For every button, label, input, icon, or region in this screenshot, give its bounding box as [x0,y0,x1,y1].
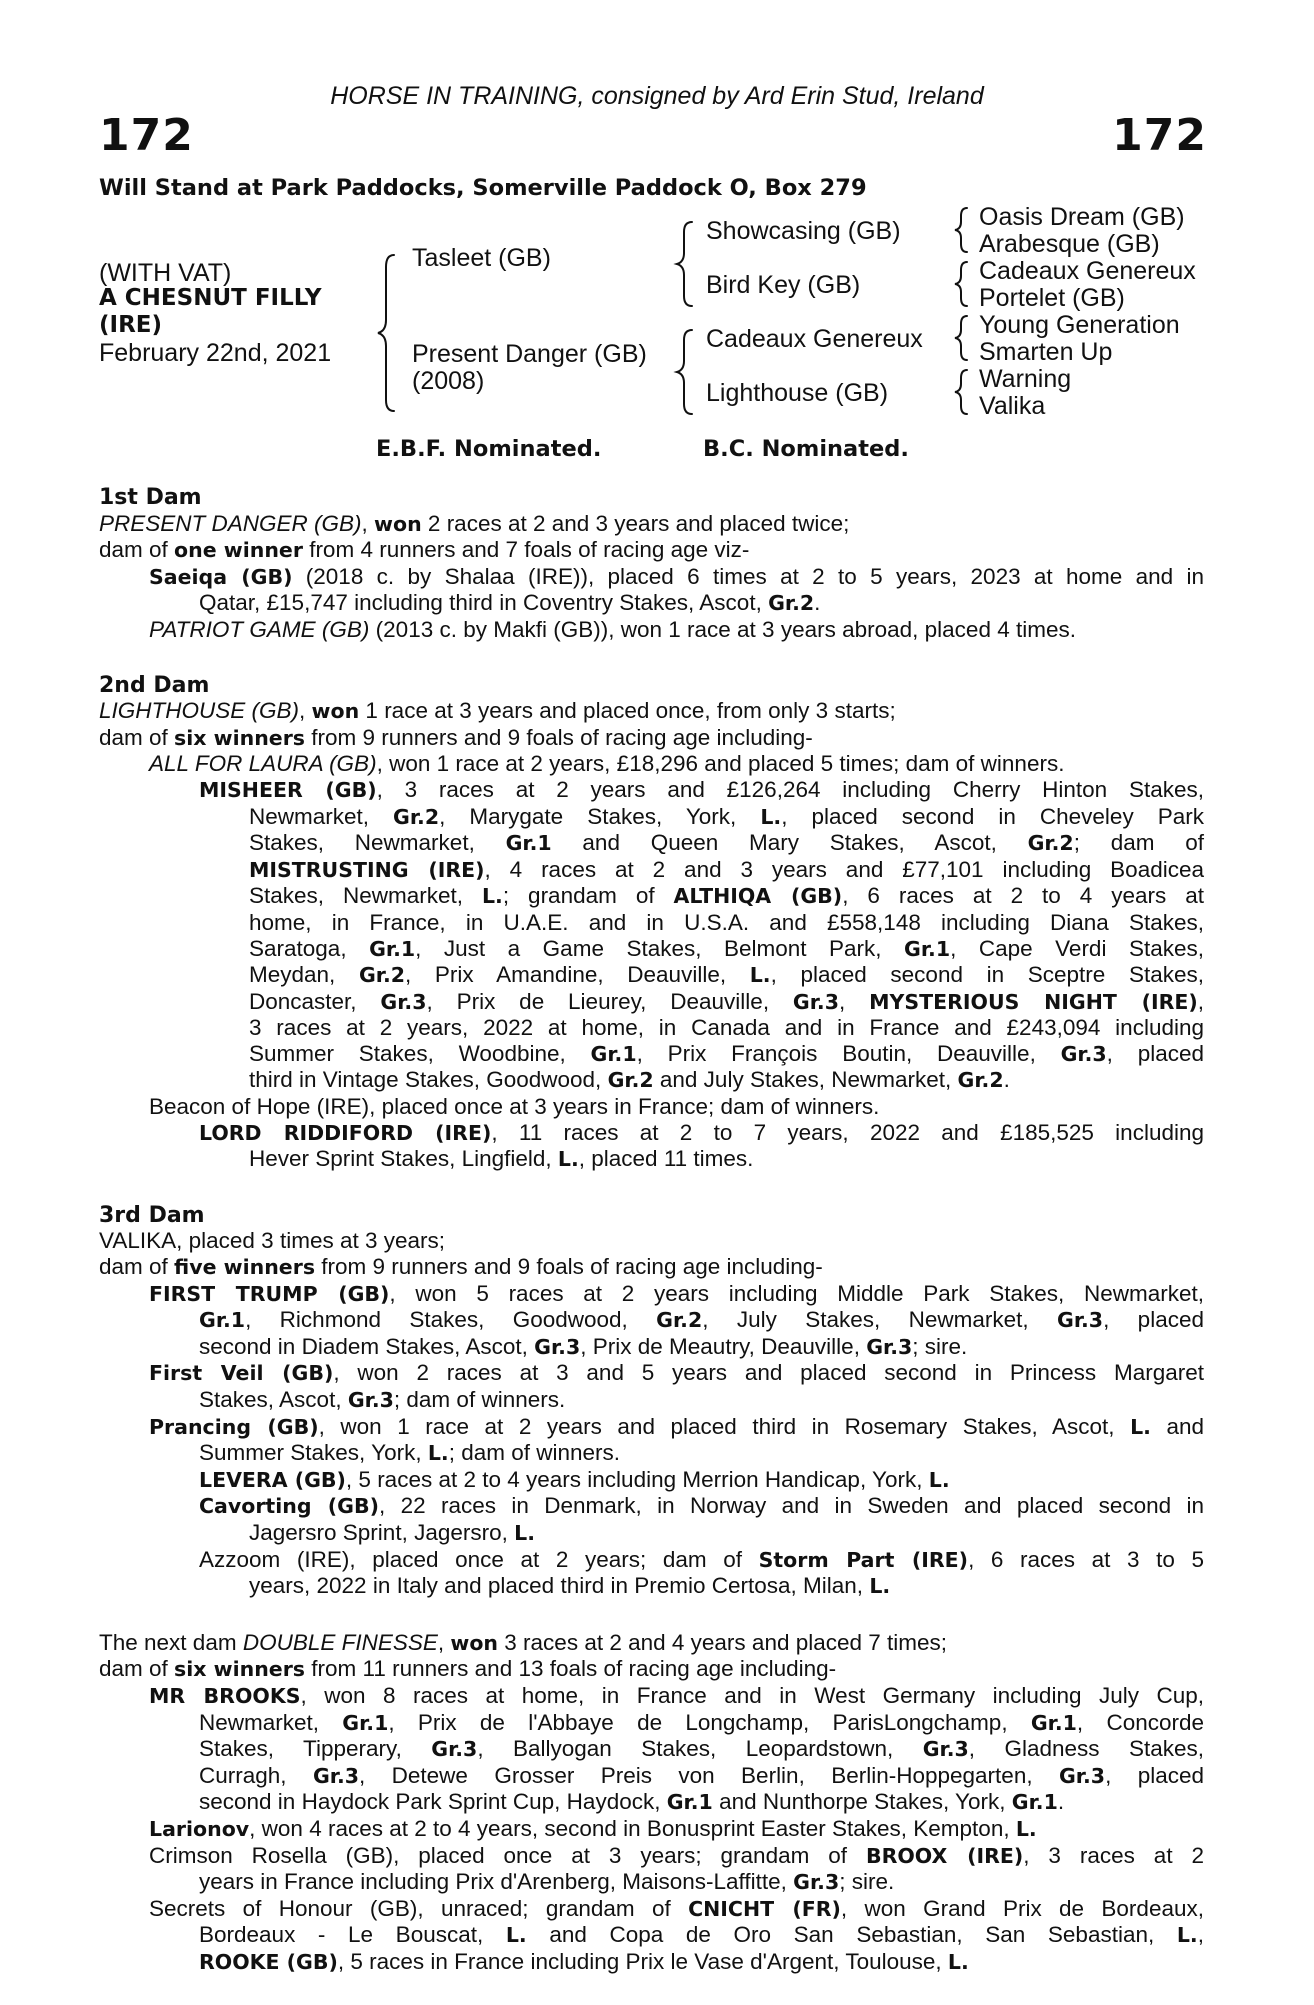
emphasis-bold: BROOX (IRE) [865,1843,1024,1868]
text-run: . [1003,1067,1010,1093]
emphasis-bold: Storm Part (IRE) [758,1547,969,1572]
third-dam-section [99,1203,1204,1600]
text-line [199,1789,1204,1816]
first-dam-section [99,485,1204,643]
text-line [249,936,1204,963]
emphasis-bold: Gr.1 [904,936,951,961]
text-run: , [1197,988,1204,1014]
text-line [249,883,1204,910]
emphasis-bold: L. [749,963,771,988]
emphasis-bold: LEVERA (GB) [199,1467,346,1492]
text-run: , Prix de Meautry, Deauville, [580,1333,867,1359]
text-run: Summer Stakes, Woodbine, [249,1040,591,1066]
text-run: , Prix Amandine, Deauville, [405,962,750,988]
text-line [199,1120,1204,1147]
brace-small [955,370,967,414]
emphasis-bold: L. [1176,1923,1198,1948]
text-run: , placed 11 times. [578,1146,754,1172]
emphasis-bold: Gr.3 [792,989,839,1014]
text-run: , placed [1105,1762,1205,1788]
vat-note: (WITH VAT) [99,259,232,287]
text-run: , [361,510,375,536]
text-run: ; dam of winners. [448,1440,621,1466]
emphasis-bold: Gr.1 [666,1790,713,1815]
text-run: , [839,988,870,1014]
brace-generation-1 [378,255,394,411]
family-sections [99,485,1204,2005]
text-run: , won 5 races at 2 years including Middle Park Stakes, Newmarket, [389,1280,1204,1306]
emphasis-bold: Gr.3 [793,1870,840,1895]
text-line [249,1573,1204,1600]
emphasis-bold: Saeiqa (GB) [149,564,293,589]
text-run: and [1150,1413,1205,1439]
text-run: Stakes, Ascot, [199,1387,348,1412]
text-run: , Marygate Stakes, York, [439,803,761,829]
brace-small [955,262,967,306]
text-run: , won 4 races at 2 to 4 years, second in Bonusprint Easter Stakes, Kempton, [249,1815,1016,1841]
section-heading: 3rd Dam [99,1202,205,1228]
ebf-nomination: E.B.F. Nominated. [376,436,602,462]
emphasis-bold: Gr.3 [431,1737,478,1762]
emphasis-bold: Gr.1 [1030,1710,1077,1735]
section-body [99,511,1204,643]
emphasis-bold: LORD RIDDIFORD (IRE) [199,1120,492,1145]
emphasis-italic: DOUBLE FINESSE [242,1629,438,1655]
text-line [149,751,1204,777]
text-run: , Concorde [1076,1709,1204,1735]
text-line [149,1281,1204,1308]
emphasis-bold: First Veil (GB) [149,1361,334,1386]
text-run: ; grandam of [502,883,674,909]
text-line [149,1094,1204,1120]
text-run: (2013 c. by Makfi (GB)), won 1 race at 3 years abroad, placed 4 times. [369,616,1076,642]
text-run: Beacon of Hope (IRE), placed once at 3 years in France; dam of winners. [149,1094,880,1120]
text-run: , [1197,1922,1204,1948]
text-line [249,830,1204,857]
text-run: ; dam of winners. [393,1387,566,1412]
emphasis-bold: Gr.3 [1058,1763,1106,1788]
text-run: years in France including Prix d'Arenberg, Maisons-Laffitte, [199,1869,794,1895]
text-run: ; sire. [839,1869,895,1895]
section-body [99,1228,1204,1599]
emphasis-bold: Gr.3 [922,1737,969,1762]
text-line [199,1334,1204,1361]
brace-small [955,316,967,360]
text-line [99,698,1204,725]
text-run: , Detewe Grosser Preis von Berlin, Berlin-Hoppegarten, [359,1762,1059,1788]
text-run: Secrets of Honour (GB), unraced; grandam of [149,1895,689,1921]
text-line [249,962,1204,989]
emphasis-bold: Gr.3 [1060,1041,1107,1066]
emphasis-bold: Gr.3 [1057,1308,1104,1333]
emphasis-bold: Prancing (GB) [149,1414,319,1439]
text-run: Bordeaux - Le Bouscat, [199,1922,506,1948]
emphasis-bold: Gr.1 [590,1041,637,1066]
pedigree-braces [0,0,1314,470]
sire-sire-name: Showcasing (GB) [706,217,901,245]
text-run: and July Stakes, Newmarket, [653,1067,958,1093]
text-line [249,1041,1204,1068]
text-run: , placed second in Cheveley Park [781,803,1204,829]
text-line [199,590,1204,617]
emphasis-bold: Gr.2 [358,963,406,988]
emphasis-bold: MISTRUSTING (IRE) [249,857,485,882]
text-run: , Cape Verdi Stakes, [950,935,1204,961]
ancestor-name: Portelet (GB) [979,284,1125,312]
text-line [99,511,1204,538]
text-run: years, 2022 in Italy and placed third in Premio Certosa, Milan, [249,1573,870,1599]
text-line [149,564,1204,591]
text-run: . [814,590,821,616]
text-run: , won 2 races at 3 and 5 years and placed second in Princess Margaret [333,1360,1204,1386]
text-run: second in Diadem Stakes, Ascot, [199,1333,535,1359]
emphasis-bold: six winners [174,1657,306,1682]
consignment-heading: HORSE IN TRAINING, consigned by Ard Erin Stud, Ireland [330,82,984,110]
text-line [199,1710,1204,1737]
emphasis-italic: PRESENT DANGER (GB) [99,510,362,536]
text-line [249,989,1204,1016]
text-run: 2 races at 2 and 3 years and placed twice; [421,510,850,536]
dam-dam-name: Lighthouse (GB) [706,379,889,407]
emphasis-bold: L. [514,1520,535,1545]
text-run: from 9 runners and 9 foals of racing age including- [305,724,813,750]
text-line [149,1896,1204,1923]
text-run: , won 1 race at 2 years and placed third in Rosemary Stakes, Ascot, [318,1413,1131,1439]
text-run: ; sire. [912,1333,968,1359]
text-run: , won 8 races at home, in France and in West Germany including July Cup, [300,1682,1204,1708]
brace-sire [677,222,692,306]
text-line [249,1520,1204,1547]
dam-name: Present Danger (GB) [412,340,647,368]
brace-dam [677,330,692,414]
emphasis-bold: L. [1130,1414,1151,1439]
emphasis-bold: ALTHIQA (GB) [673,884,843,909]
text-line [199,777,1204,804]
emphasis-bold: Gr.3 [312,1763,360,1788]
text-run: Qatar, £15,747 including third in Coventry Stakes, Ascot, [199,590,769,616]
text-run: , Gladness Stakes, [968,1736,1204,1762]
text-line [149,1683,1204,1710]
text-run: and Copa de Oro San Sebastian, San Sebastian, [526,1922,1177,1948]
emphasis-bold: won [374,511,422,536]
text-run: , 3 races at 2 years and £126,264 including Cherry Hinton Stakes, [376,776,1204,802]
text-run: Stakes, Tipperary, [199,1736,432,1762]
text-run: , 6 races at 2 to 4 years at [842,883,1204,909]
text-run: , won 1 race at 2 years, £18,296 and placed 5 times; dam of winners. [376,751,1065,777]
text-run: , Prix François Boutin, Deauville, [636,1040,1061,1066]
text-run: , placed [1106,1040,1204,1066]
text-run: Hever Sprint Stakes, Lingfield, [249,1146,558,1172]
emphasis-bold: Gr.3 [866,1334,913,1359]
text-run: Saratoga, [249,935,370,961]
emphasis-bold: Gr.1 [199,1308,246,1333]
emphasis-bold: Gr.2 [768,591,815,616]
section-body [99,1630,1204,1976]
text-run: and Queen Mary Stakes, Ascot, [551,830,1028,856]
text-run: Newmarket, [199,1709,343,1735]
second-dam-section [99,673,1204,1173]
text-line [249,910,1204,936]
emphasis-bold: Gr.2 [957,1068,1004,1093]
emphasis-bold: MR BROOKS [149,1683,301,1708]
text-line [249,1146,1204,1173]
text-run: Newmarket, [249,803,394,829]
emphasis-bold: Gr.3 [380,989,427,1014]
bc-nomination: B.C. Nominated. [703,436,909,462]
emphasis-bold: L. [869,1574,891,1599]
emphasis-bold: Gr.2 [1027,831,1074,856]
ancestor-name: Valika [979,392,1046,420]
text-run: dam of [99,724,175,750]
text-line [199,1949,1204,1976]
emphasis-bold: Gr.1 [369,936,416,961]
next-dam-section [99,1630,1204,1976]
section-heading: 2nd Dam [99,672,210,698]
text-run: , Just a Game Stakes, Belmont Park, [415,935,905,961]
emphasis-bold: six winners [174,725,306,750]
text-line [149,1360,1204,1387]
text-run: Stakes, Newmarket, [249,830,506,856]
emphasis-bold: Gr.1 [505,831,552,856]
text-line [199,1387,1204,1414]
text-run: , Richmond Stakes, Goodwood, [245,1307,657,1333]
text-line [249,1015,1204,1041]
text-run: , 11 races at 2 to 7 years, 2022 and £185,525 including [491,1119,1204,1145]
text-run: , Prix de Lieurey, Deauville, [426,988,793,1014]
text-run: , Prix de l'Abbaye de Longchamp, ParisLongchamp, [388,1709,1031,1735]
horse-description: A CHESNUT FILLY [99,285,322,311]
text-run: , July Stakes, Newmarket, [702,1307,1057,1333]
ancestor-name: Warning [979,365,1072,393]
emphasis-bold: MISHEER (GB) [199,777,377,802]
section-body [99,698,1204,1173]
ancestor-name: Arabesque (GB) [979,230,1160,258]
text-run: from 11 runners and 13 foals of racing age including- [305,1656,837,1682]
text-run: Curragh, [199,1762,313,1788]
text-run: , 5 races in France including Prix le Vase d'Argent, Toulouse, [337,1948,948,1974]
emphasis-bold: Gr.3 [534,1334,581,1359]
text-run: second in Haydock Park Sprint Cup, Haydock, [199,1789,667,1815]
text-run: , 5 races at 2 to 4 years including Merrion Handicap, York, [345,1466,929,1492]
emphasis-bold: Larionov [149,1816,250,1841]
horse-description-origin: (IRE) [99,312,163,338]
text-line [199,1467,1204,1494]
text-line [199,1922,1204,1949]
text-line [99,725,1204,752]
text-line [99,1228,1204,1254]
text-line [249,857,1204,884]
text-run: and Nunthorpe Stakes, York, [712,1789,1012,1815]
text-line [99,1630,1204,1657]
text-run: . [1057,1789,1065,1815]
emphasis-italic: LIGHTHOUSE (GB) [99,698,300,724]
emphasis-bold: Gr.2 [393,804,440,829]
text-line [199,1493,1204,1520]
emphasis-bold: MYSTERIOUS NIGHT (IRE) [869,989,1198,1014]
emphasis-bold: Gr.2 [607,1068,654,1093]
emphasis-bold: L. [1015,1816,1037,1841]
emphasis-bold: five winners [174,1255,316,1280]
text-run: dam of [99,1254,175,1280]
lot-number-left: 172 [99,110,194,161]
text-line [149,1843,1204,1870]
text-run: ; dam of [1073,830,1204,856]
text-line [199,1736,1204,1763]
emphasis-bold: Gr.1 [1011,1790,1058,1815]
text-line [199,1440,1204,1467]
text-run: , 3 races at 2 [1023,1842,1205,1868]
text-run: , [299,698,312,724]
text-run: dam of [99,537,175,563]
dam-year: (2008) [412,367,485,395]
emphasis-bold: Gr.2 [656,1308,703,1333]
emphasis-italic: PATRIOT GAME (GB) [149,616,370,642]
emphasis-bold: Gr.1 [342,1710,389,1735]
text-run: Stakes, Newmarket, [249,883,482,909]
section-heading: 1st Dam [99,485,202,510]
text-run: 1 race at 3 years and placed once, from only 3 starts; [359,698,896,724]
text-run: Azzoom (IRE), placed once at 2 years; dam of [199,1546,759,1572]
emphasis-bold: one winner [174,538,303,563]
text-run: third in Vintage Stakes, Goodwood, [249,1067,608,1093]
text-run: , placed second in Sceptre Stakes, [770,962,1204,988]
text-run: , 6 races at 3 to 5 [968,1546,1204,1572]
dam-sire-name: Cadeaux Genereux [706,325,923,353]
text-run: , 22 races in Denmark, in Norway and in Sweden and placed second in [378,1493,1204,1519]
text-run: Doncaster, [249,988,381,1014]
lot-number-right: 172 [1112,110,1207,161]
text-line [199,1869,1204,1896]
emphasis-bold: L. [427,1441,449,1466]
text-run: VALIKA, placed 3 times at 3 years; [99,1228,446,1254]
emphasis-bold: L. [928,1467,950,1492]
text-run: Summer Stakes, York, [199,1440,428,1466]
emphasis-bold: L. [760,804,782,829]
text-line [99,1254,1204,1281]
text-run: , [437,1629,451,1655]
text-run: 3 races at 2 years, 2022 at home, in Canada and in France and £243,094 including [249,1015,1204,1041]
text-run: 3 races at 2 and 4 years and placed 7 times; [498,1629,948,1655]
text-line [199,1307,1204,1334]
text-run: The next dam [99,1629,243,1655]
emphasis-bold: CNICHT (FR) [688,1896,841,1921]
text-line [149,1414,1204,1441]
emphasis-bold: ROOKE (GB) [199,1949,338,1974]
brace-small [955,208,967,252]
ancestor-name: Oasis Dream (GB) [979,203,1185,231]
text-run: , Ballyogan Stakes, Leopardstown, [477,1736,923,1762]
emphasis-italic: ALL FOR LAURA (GB) [149,751,377,777]
sire-dam-name: Bird Key (GB) [706,271,861,299]
text-run: home, in France, in U.A.E. and in U.S.A. and £558,148 including Diana Stakes, [249,909,1204,935]
sire-name: Tasleet (GB) [412,244,551,272]
text-run: , 4 races at 2 and 3 years and £77,101 including Boadicea [484,856,1204,882]
foaling-date: February 22nd, 2021 [99,339,332,367]
text-run: (2018 c. by Shalaa (IRE)), placed 6 times at 2 to 5 years, 2023 at home and in [292,563,1204,589]
text-line [149,1816,1204,1843]
text-run: Jagersro Sprint, Jagersro, [249,1519,515,1545]
text-line [99,537,1204,564]
emphasis-bold: Cavorting (GB) [199,1494,379,1519]
text-line [249,804,1204,831]
text-run: from 4 runners and 7 foals of racing age viz- [302,537,750,563]
emphasis-bold: won [450,1630,499,1655]
emphasis-bold: L. [557,1147,579,1172]
stand-location: Will Stand at Park Paddocks, Somerville Paddock O, Box 279 [99,175,867,201]
text-run: dam of [99,1656,175,1682]
text-line [149,617,1204,643]
ancestor-name: Young Generation [979,311,1180,339]
text-run: from 9 runners and 9 foals of racing age including- [315,1254,823,1280]
text-line [199,1547,1204,1574]
emphasis-bold: won [311,699,360,724]
emphasis-bold: L. [481,884,503,909]
text-run: Meydan, [249,962,359,988]
text-run: , won Grand Prix de Bordeaux, [840,1895,1204,1921]
emphasis-bold: Gr.3 [347,1388,394,1412]
emphasis-bold: L. [505,1923,527,1948]
text-line [99,1656,1204,1683]
emphasis-bold: L. [947,1949,969,1974]
ancestor-name: Cadeaux Genereux [979,257,1196,285]
text-run: Crimson Rosella (GB), placed once at 3 years; grandam of [149,1842,866,1868]
emphasis-bold: FIRST TRUMP (GB) [149,1281,390,1306]
text-line [199,1763,1204,1790]
text-line [249,1067,1204,1094]
ancestor-name: Smarten Up [979,338,1113,366]
text-run: , placed [1103,1307,1204,1333]
